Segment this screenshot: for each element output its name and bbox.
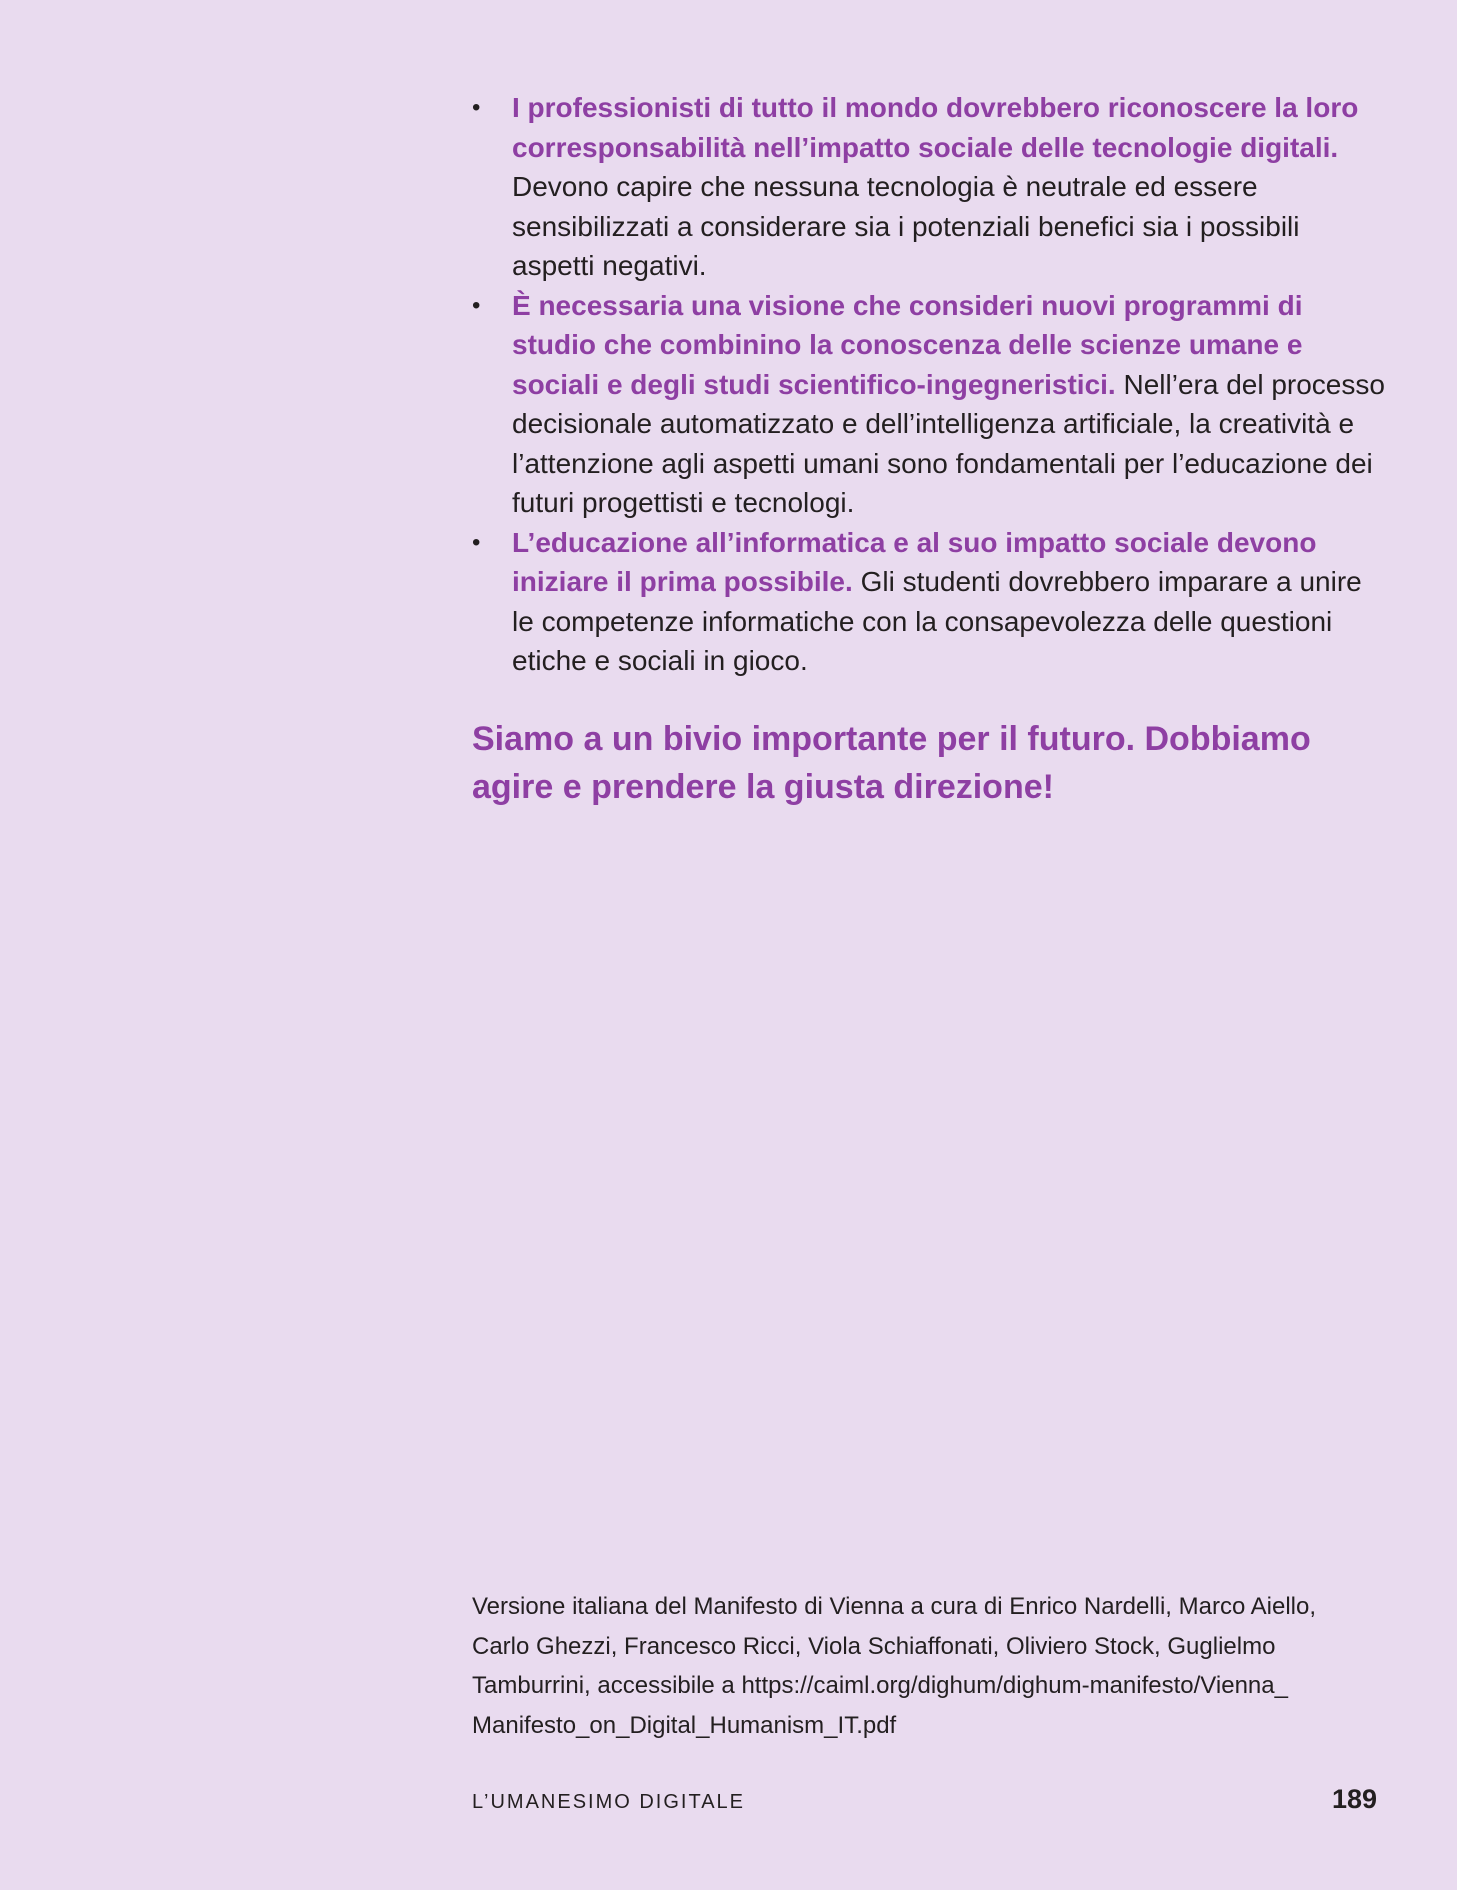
bullet-body: Gli studenti dovrebbero imparare a unire le competenze informatiche con la consapevolezza delle questioni etiche e sociali in gioco. <box>512 566 1362 676</box>
bullet-body: Nell’era del processo decisionale automatizzato e dell’intelligenza artificiale, la creatività e l’attenzione agli aspetti umani sono fondamentali per l’educazione dei futuri progettisti e tecnologi. <box>512 368 1385 518</box>
main-content <box>472 88 1387 845</box>
bullet-item <box>472 523 1387 681</box>
bullet-marker: • <box>472 528 481 556</box>
bullet-body: Devono capire che nessuna tecnologia è neutrale ed essere sensibilizzati a considerare sia i potenziali benefici sia i possibili aspetti negativi. <box>512 171 1300 281</box>
bullet-highlight: I professionisti di tutto il mondo dovrebbero riconoscere la loro corresponsabilità nell’impatto sociale delle tecnologie digitali. <box>512 92 1359 163</box>
bullet-list <box>472 88 1387 681</box>
bullet-highlight: È necessaria una visione che consideri nuovi programmi di studio che combinino la conoscenza delle scienze umane e sociali e degli studi scientifico-ingegneristici. <box>512 289 1303 400</box>
bullet-item <box>472 88 1387 286</box>
running-footer-title: L’UMANESIMO DIGITALE <box>472 1791 746 1813</box>
footnote: Versione italiana del Manifesto di Vienna a cura di Enrico Nardelli, Marco Aiello, Carlo Ghezzi, Francesco Ricci, Viola Schiaffonati, Oliviero Stock, Guglielmo Tamburrini, accessibile a https://caiml.org/dighum/dighum-manifesto/Vienna_ Manifesto_on_Digital_Humanism_IT.pdf <box>472 1593 1317 1739</box>
page-number: 189 <box>1331 1784 1377 1814</box>
bullet-marker: • <box>472 291 481 319</box>
bullet-item <box>472 286 1387 523</box>
bullet-highlight: L’educazione all’informatica e al suo impatto sociale devono iniziare il prima possibile. <box>512 526 1317 597</box>
closing-statement: Siamo a un bivio importante per il futuro. Dobbiamo agire e prendere la giusta direzione! <box>472 719 1311 806</box>
bullet-marker: • <box>472 94 481 121</box>
